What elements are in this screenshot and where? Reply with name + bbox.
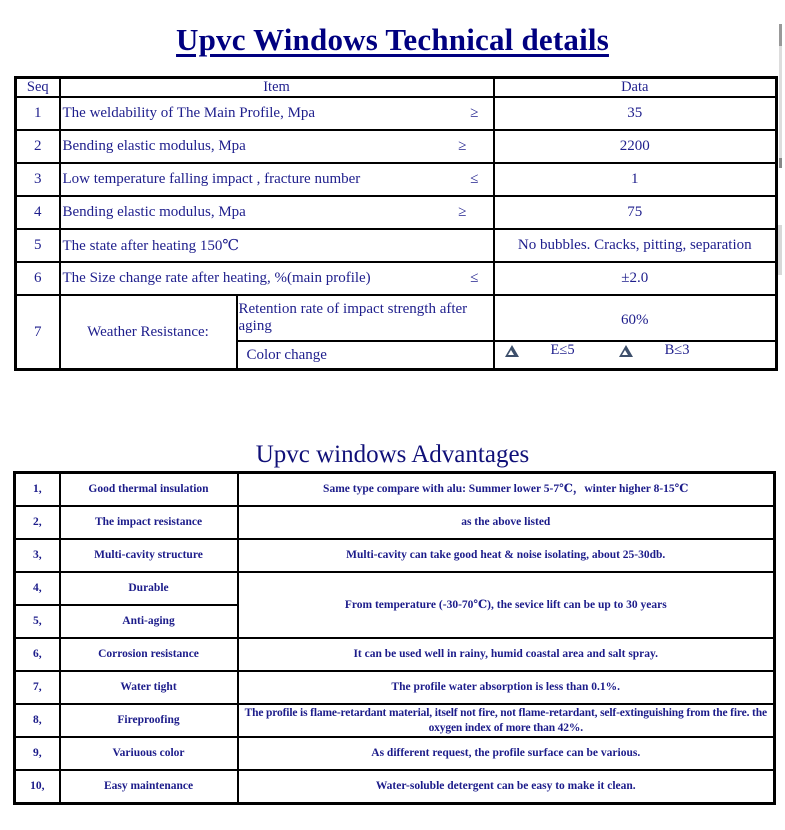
advantage-name: Durable — [60, 572, 238, 605]
seq-cell: 2 — [16, 130, 60, 163]
weather-resistance-label: Weather Resistance: — [60, 295, 237, 370]
table-header-row — [16, 78, 777, 98]
item-label: Bending elastic modulus, Mpa — [62, 204, 246, 220]
advantage-desc: As different request, the profile surface can be various. — [238, 737, 775, 770]
advantage-name: Multi-cavity structure — [60, 539, 238, 572]
table-row — [15, 572, 775, 605]
item-cell: Color change — [237, 341, 494, 370]
advantage-name: The impact resistance — [60, 506, 238, 539]
item-label: The Size change rate after heating, %(main profile) — [62, 270, 371, 286]
advantages-title: Upvc windows Advantages — [255, 441, 530, 468]
advantage-name: Fireproofing — [60, 704, 238, 737]
advantage-name: Water tight — [60, 671, 238, 704]
number-cell: 3, — [15, 539, 60, 572]
header-seq: Seq — [16, 78, 60, 98]
table-row — [15, 539, 775, 572]
advantage-name: Corrosion resistance — [60, 638, 238, 671]
advantage-name: Easy maintenance — [60, 770, 238, 804]
operator: ≥ — [458, 138, 467, 154]
table-row — [16, 196, 777, 229]
scrollbar-fragment-lower — [778, 225, 782, 275]
table-row — [15, 737, 775, 770]
table-row — [15, 671, 775, 704]
number-cell: 10, — [15, 770, 60, 804]
table-row — [15, 473, 775, 507]
item-label: Bending elastic modulus, Mpa — [62, 138, 246, 154]
seq-cell: 7 — [16, 295, 60, 370]
item-label: The state after heating 150℃ — [62, 238, 240, 254]
advantage-desc: It can be used well in rainy, humid coastal area and salt spray. — [238, 638, 775, 671]
table-row-weather — [16, 295, 777, 341]
advantage-name: Anti-aging — [60, 605, 238, 638]
technical-details-table — [14, 76, 778, 371]
data-cell: ±2.0 — [494, 262, 777, 295]
table-row — [16, 130, 777, 163]
data-cell — [494, 341, 777, 370]
item-label: The weldability of The Main Profile, Mpa — [62, 105, 316, 121]
seq-cell: 5 — [16, 229, 60, 262]
number-cell: 6, — [15, 638, 60, 671]
advantages-table — [13, 471, 776, 805]
value-b: B≤3 — [664, 342, 690, 358]
table-row — [15, 704, 775, 737]
table-row — [15, 506, 775, 539]
value-e: E≤5 — [550, 342, 575, 358]
table-row — [16, 229, 777, 262]
data-cell: 1 — [494, 163, 777, 196]
item-cell — [60, 130, 494, 163]
delta-triangle-icon — [619, 345, 633, 357]
number-cell: 8, — [15, 704, 60, 737]
number-cell: 1, — [15, 473, 60, 507]
header-data: Data — [494, 78, 777, 98]
table-row — [16, 262, 777, 295]
number-cell: 5, — [15, 605, 60, 638]
item-label: Low temperature falling impact , fracture number — [62, 171, 361, 187]
advantage-name: Good thermal insulation — [60, 473, 238, 507]
advantage-desc: The profile water absorption is less than 0.1%. — [238, 671, 775, 704]
advantage-desc: Multi-cavity can take good heat & noise isolating, about 25-30db. — [238, 539, 775, 572]
tech-details-title: Upvc Windows Technical details — [176, 22, 609, 57]
item-cell — [60, 196, 494, 229]
number-cell: 7, — [15, 671, 60, 704]
table-row — [15, 638, 775, 671]
delta-triangle-icon — [505, 345, 519, 357]
operator: ≤ — [470, 270, 479, 286]
number-cell: 2, — [15, 506, 60, 539]
item-cell — [60, 229, 494, 262]
header-item: Item — [60, 78, 494, 98]
advantage-desc: as the above listed — [238, 506, 775, 539]
data-cell: 75 — [494, 196, 777, 229]
seq-cell: 1 — [16, 97, 60, 130]
item-cell — [60, 262, 494, 295]
number-cell: 4, — [15, 572, 60, 605]
data-cell: 2200 — [494, 130, 777, 163]
table-row — [16, 97, 777, 130]
table-row — [16, 163, 777, 196]
advantage-desc: Water-soluble detergent can be easy to make it clean. — [238, 770, 775, 804]
operator: ≥ — [458, 204, 467, 220]
table-row — [15, 770, 775, 804]
seq-cell: 6 — [16, 262, 60, 295]
data-cell: No bubbles. Cracks, pitting, separation — [494, 229, 777, 262]
advantage-desc: The profile is flame-retardant material, itself not fire, not flame-retardant, self-extinguishing from the fire. the oxygen index of more than 42%. — [238, 704, 775, 737]
number-cell: 9, — [15, 737, 60, 770]
operator: ≤ — [470, 171, 479, 187]
item-cell — [60, 163, 494, 196]
item-cell: Retention rate of impact strength after aging — [237, 295, 494, 341]
advantage-name: Variuous color — [60, 737, 238, 770]
seq-cell: 4 — [16, 196, 60, 229]
data-cell: 60% — [494, 295, 777, 341]
operator: ≥ — [470, 105, 479, 121]
advantage-desc: From temperature (-30-70℃), the sevice lift can be up to 30 years — [238, 572, 775, 638]
advantage-desc: Same type compare with alu: Summer lower 5-7℃，winter higher 8-15℃ — [238, 473, 775, 507]
item-cell — [60, 97, 494, 130]
data-cell: 35 — [494, 97, 777, 130]
seq-cell: 3 — [16, 163, 60, 196]
